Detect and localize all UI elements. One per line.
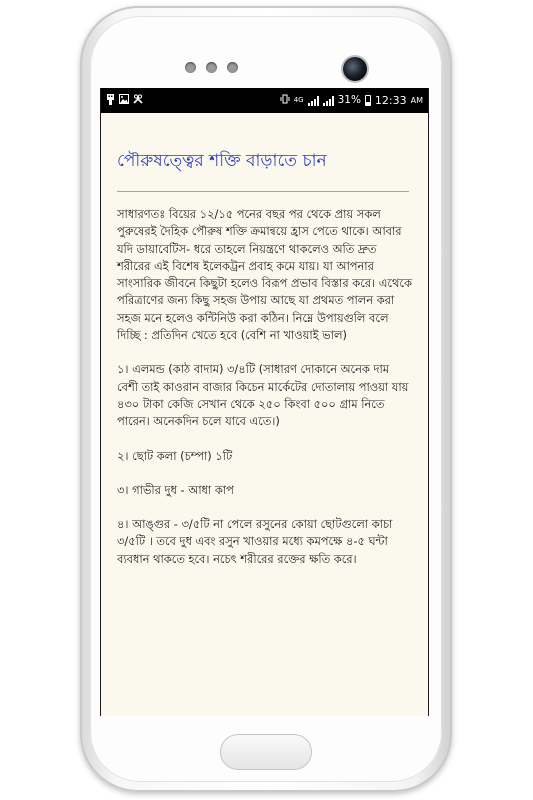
usb-icon [106, 94, 115, 108]
paragraph-gap [117, 431, 412, 448]
battery-percent: 31% [337, 94, 361, 107]
home-button[interactable] [220, 734, 312, 770]
battery-icon [365, 95, 371, 106]
signal-icon-2 [323, 96, 334, 106]
speaker-hole [206, 62, 217, 73]
status-bar-right [280, 94, 423, 107]
status-ampm: AM [410, 95, 423, 105]
speaker-hole [185, 62, 196, 73]
status-bar-left [106, 94, 143, 108]
article-title: পৌরুষত্ত্বের শক্তি বাড়াতে চান [117, 151, 327, 171]
list-item-4: ৪। আঙ্গুর - ৩/৫টি না পেলে রসুনের কোয়া ছোটগুলো কাচা ৩/৫টি । তবে দুধ এবং রসুন খাওয়ার মধ্যে কমপক্ষে ৪-৫ ঘন্টা ব্যবধান থাকতে হবে। নচেৎ শরীরের রক্তের ক্ষতি করে। [117, 517, 393, 566]
status-time: 12:33 [374, 94, 407, 107]
front-camera [343, 57, 367, 81]
paragraph-gap [117, 344, 412, 361]
signal-icon [308, 96, 319, 106]
speaker-grille [185, 62, 238, 73]
screen [100, 88, 429, 716]
image-icon [119, 94, 129, 107]
speaker-hole [227, 62, 238, 73]
list-item-3: ৩। গাভীর দুধ - আধা কাপ [117, 482, 234, 497]
list-item-2: ২। ছোট কলা (চম্পা) ১টি [117, 448, 233, 463]
paragraph-gap [117, 499, 412, 516]
article-content [101, 113, 428, 568]
article-intro: সাধারণতঃ বিয়ের ১২/১৫ পনের বছর পর থেকে প্রায় সকল পুরুষেরই দৈহিক পৌরুষ শক্তি ক্রমান্বয়ে হ্রাস পেতে থাকে। আবার যদি ডায়াবেটিস- ধরে তাহলে নিয়ন্ত্রণে থাকলেও অতি দ্রুত শরীরের এই বিশেষ ইলেকট্রন প্রবাহ কমে যায়। যা আপনার সাংসারিক জীবনে কিছুটা হলেও বিরূপ প্রভাব বিস্তার করে। এথেকে পরিত্রাণের জন্য কিছু সহজ উপায় আছে যা প্রথমত পালন করা সহজ মনে হলেও কন্টিনিউ করা কঠিন। নিম্নে উপায়গুলি বলে দিচ্ছি : প্রতিদিন খেতে হবে (বেশি না খাওয়াই ভাল) [117, 207, 412, 343]
tools-icon [133, 94, 143, 107]
list-item-1: ১। এলমন্ড (কাঠ বাদাম) ৩/৪টি (সাধারণ দোকানে অনেক দাম বেশী তাই কাওরান বাজার কিচেন মার্কেটের দোতালায় পাওয়া যায় ৪৩০ টাকা কেজি সেখান থেকে ২৫০ কিংবা ৫০০ গ্রাম নিতে পারেন। অনেকদিন চলে যাবে এতে।) [117, 362, 409, 429]
paragraph-gap [117, 465, 412, 482]
title-divider [117, 191, 409, 192]
vibrate-icon [280, 94, 290, 107]
network-type-label: 4G [293, 96, 304, 104]
status-bar [101, 88, 428, 113]
